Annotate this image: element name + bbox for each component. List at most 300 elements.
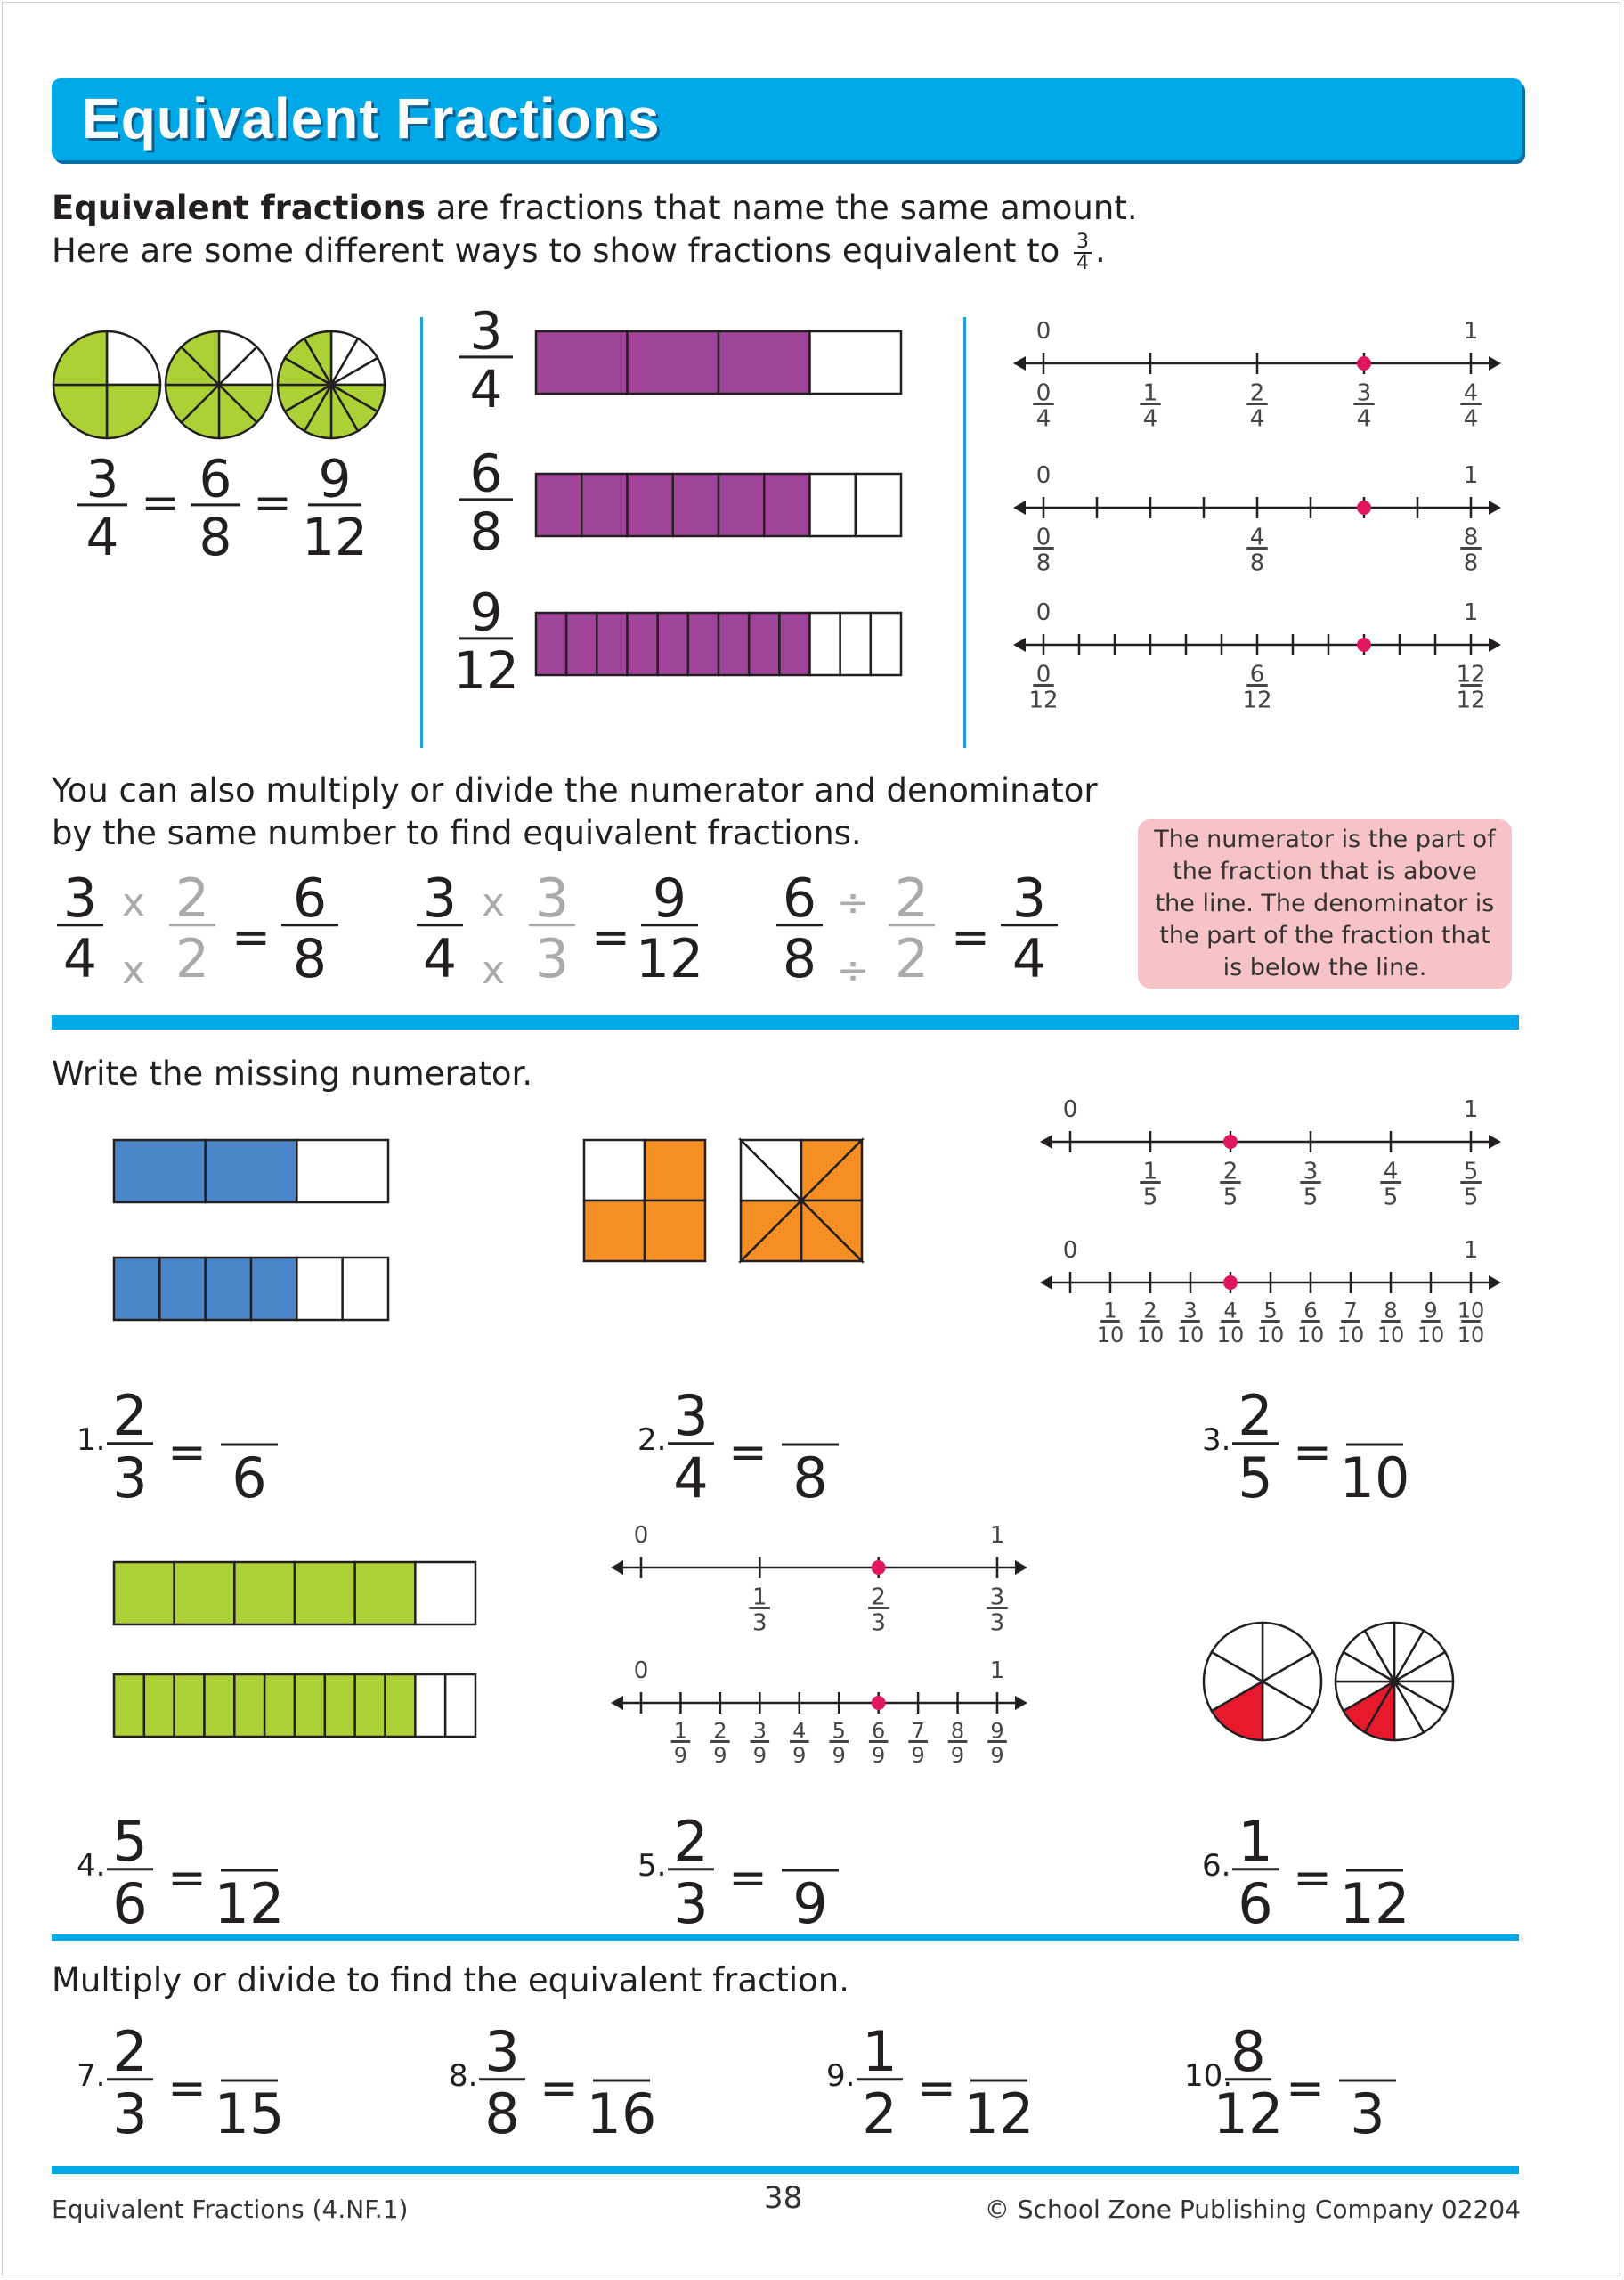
bar-label-fraction: [453, 582, 519, 702]
bar-part: [415, 1562, 475, 1624]
tick-fraction-label: [1137, 1299, 1165, 1348]
result-fraction: [281, 873, 338, 990]
example-number-lines: [1013, 318, 1501, 714]
numerator: 3: [1011, 873, 1047, 931]
label-start: 0: [1062, 1237, 1078, 1264]
denominator: 8: [199, 507, 232, 568]
intro-text: Equivalent fractions are fractions that name the same amount. Here are some different ways to show fractions equivalent to $\frac{3}{4}$ .: [52, 189, 1138, 274]
bar-part: [536, 613, 566, 675]
numerator: 9: [318, 448, 352, 509]
missing-numerator-section: [0, 1087, 1624, 1924]
denominator: 8: [292, 928, 328, 990]
tick-fraction-label: [1028, 661, 1058, 713]
label-start: 0: [633, 1657, 649, 1684]
arrow-left-icon: [611, 1560, 623, 1575]
problem-number: 1.: [77, 1422, 106, 1458]
denominator: 3: [752, 1609, 767, 1637]
numerator-blank: [784, 1386, 837, 1441]
bar-part: [343, 1258, 388, 1320]
numerator: 3: [534, 873, 570, 931]
numerator: 6: [469, 443, 503, 504]
bar-part: [658, 613, 688, 675]
numerator: 2: [1222, 1158, 1238, 1185]
equals-sign: =: [540, 2062, 579, 2115]
numerator: 2: [175, 873, 210, 931]
operation-example: [57, 873, 338, 993]
denominator: 8: [782, 928, 817, 990]
tick-fraction-label: [1140, 379, 1160, 432]
numerator: 5: [1263, 1298, 1278, 1323]
denominator: 12: [453, 640, 519, 702]
denominator: 3: [534, 928, 570, 990]
numerator: 6: [1249, 661, 1265, 688]
denominator: 2: [862, 2080, 897, 2146]
problem-number: 4.: [77, 1848, 106, 1884]
definition-note: [1138, 819, 1512, 989]
bar-part: [355, 1674, 386, 1737]
numerator-blank: [595, 2022, 648, 2077]
result-fraction: [1001, 873, 1058, 990]
problem-9: [826, 2022, 1034, 2146]
result-fraction: [636, 873, 703, 990]
red-circle-sixths: [1204, 1623, 1321, 1740]
numerator: 2: [713, 1718, 727, 1744]
problem-2: [637, 1383, 839, 1510]
equals-sign: =: [1293, 1426, 1332, 1479]
arrow-right-icon: [1489, 638, 1501, 652]
tick-fraction-label: [1246, 524, 1267, 576]
circle-fourths: [53, 331, 160, 438]
numerator: 3: [484, 2022, 520, 2084]
numerator-blank: [223, 1386, 276, 1441]
multiplier-fraction: [889, 873, 935, 990]
denominator: 10: [1417, 1322, 1445, 1348]
bar-part: [719, 613, 749, 675]
note-text: The numerator is the part of the fraction that is above the line. The denominator is the part of the fraction that is below the line.: [1154, 826, 1496, 981]
bar-part: [536, 474, 581, 536]
label-end: 1: [1463, 1096, 1479, 1123]
bar-label-fraction: [459, 303, 513, 419]
label-start: 0: [1035, 599, 1052, 626]
problem-number: 5.: [637, 1848, 667, 1884]
problem-number: 2.: [637, 1422, 667, 1458]
arrow-left-icon: [1013, 356, 1026, 370]
tick-fraction-label: [1460, 1158, 1481, 1210]
section-divider-3: [52, 2166, 1519, 2174]
bar-part: [159, 1258, 205, 1320]
bar-part: [206, 1258, 251, 1320]
label-start: 0: [1062, 1096, 1078, 1123]
divider-left: [420, 317, 423, 748]
blue-bar-sixths: [114, 1258, 388, 1320]
numerator-blank: [1341, 2022, 1394, 2077]
numerator: 2: [1143, 1298, 1157, 1323]
equals-sign: =: [728, 1852, 767, 1905]
numerator: 3: [752, 1718, 767, 1744]
denominator: 5: [1463, 1184, 1479, 1211]
operation-example: [776, 873, 1058, 993]
denominator: 10: [1256, 1322, 1285, 1348]
numerator: 2: [673, 1808, 709, 1874]
given-fraction: [668, 1383, 714, 1510]
tick-fraction-label: [1033, 379, 1053, 432]
numerator: 8: [1384, 1298, 1398, 1323]
fraction-9-12: [302, 449, 368, 568]
section-divider-2: [52, 1934, 1519, 1941]
bar-part: [566, 613, 597, 675]
problem-5: [637, 1809, 839, 1924]
numerator: 4: [1223, 1298, 1238, 1323]
p3-number-line: [1040, 1096, 1501, 1211]
tick-fraction-label: [1297, 1299, 1325, 1348]
bar-part: [810, 474, 856, 536]
operation-examples: [0, 873, 1122, 1006]
green-bar-twelfths: [114, 1674, 475, 1737]
fraction-6-8: [191, 449, 240, 568]
arrow-left-icon: [1040, 1275, 1052, 1290]
problem-10: [1184, 2022, 1396, 2146]
fraction-circles: [53, 331, 385, 438]
denominator: 9: [673, 1742, 688, 1768]
bar-part: [206, 1140, 297, 1202]
square-part: [584, 1140, 645, 1201]
equals-sign: =: [253, 476, 292, 530]
given-fraction: [1232, 1383, 1279, 1510]
problem-4: [77, 1809, 284, 1924]
bar-part: [144, 1674, 175, 1737]
problem-number: 3.: [1202, 1422, 1231, 1458]
denominator: 12: [1213, 2080, 1284, 2146]
denominator: 4: [422, 928, 458, 990]
bar-part: [445, 1674, 475, 1737]
answer-denominator: 16: [586, 2081, 657, 2146]
tick-fraction-label: [790, 1719, 809, 1768]
page-number: 38: [764, 2180, 803, 2216]
tick-fraction-label: [1177, 1299, 1205, 1348]
tick-fraction-label: [1257, 1299, 1285, 1348]
bar-part: [856, 474, 901, 536]
bar-part: [175, 1674, 205, 1737]
intro-line1: are fractions that name the same amount.: [425, 189, 1138, 227]
denominator: 3: [871, 1609, 886, 1637]
numerator: 12: [1456, 661, 1486, 688]
denominator: 9: [713, 1742, 727, 1768]
tick-fraction-label: [1246, 379, 1267, 432]
numerator: 9: [1424, 1298, 1438, 1323]
red-circle-twelfths: [1336, 1623, 1453, 1740]
tick-fraction-label: [1097, 1299, 1125, 1348]
denominator: 8: [469, 501, 503, 563]
denominator: 2: [894, 928, 930, 990]
multiply-divide-problems: [0, 2022, 1624, 2155]
problem-6: [1202, 1809, 1409, 1924]
tick-fraction-label: [1033, 524, 1053, 576]
bar-part: [114, 1674, 144, 1737]
numerator: 2: [894, 873, 930, 931]
operand-fraction: [57, 873, 103, 990]
given-fraction: [1232, 1809, 1279, 1924]
circle-slice: [53, 385, 107, 438]
marked-point: [1357, 356, 1371, 370]
circle-eighths: [166, 331, 272, 438]
operator-sign: x: [121, 948, 146, 993]
tick-fraction-label: [750, 1584, 770, 1636]
top-examples: [0, 303, 1624, 766]
denominator: 10: [1136, 1322, 1165, 1348]
problem-number: 7.: [77, 2058, 106, 2094]
tick-fraction-label: [671, 1719, 691, 1768]
denominator: 4: [1249, 405, 1265, 433]
tick-fraction-label: [1380, 1158, 1401, 1210]
numerator: 1: [673, 1718, 688, 1744]
numerator: 4: [792, 1718, 807, 1744]
operator-sign: x: [481, 880, 506, 925]
bar-part: [628, 474, 673, 536]
bar-part: [673, 474, 719, 536]
denominator: 4: [1011, 928, 1047, 990]
numerator: 6: [782, 873, 817, 931]
square-part: [645, 1140, 705, 1201]
denominator: 8: [484, 2080, 520, 2146]
operator-sign: x: [481, 948, 506, 993]
p3-number-line: [1040, 1237, 1501, 1348]
tick-fraction-label: [1460, 379, 1481, 432]
numerator-blank: [972, 2022, 1026, 2077]
tick-fraction-label: [869, 1719, 889, 1768]
numerator: 4: [1383, 1158, 1399, 1185]
denominator: 10: [1336, 1322, 1365, 1348]
answer-denominator: 9: [792, 1871, 828, 1924]
problem-1: [77, 1383, 278, 1510]
tick-fraction-label: [1456, 661, 1485, 713]
numerator: 1: [1142, 379, 1158, 407]
operand-fraction: [417, 873, 463, 990]
tick-fraction-label: [1417, 1299, 1445, 1348]
operator-sign: ÷: [836, 880, 870, 925]
bar-part: [114, 1562, 175, 1624]
denominator: 9: [990, 1742, 1004, 1768]
bar-label-fraction: [459, 444, 513, 563]
answer-denominator: 8: [792, 1445, 828, 1510]
numerator: 1: [1103, 1298, 1117, 1323]
denominator: 12: [1028, 687, 1059, 714]
numerator: 8: [1463, 524, 1479, 551]
bar-part: [840, 613, 871, 675]
arrow-right-icon: [1015, 1560, 1027, 1575]
label-end: 1: [989, 1522, 1005, 1549]
bar-part: [295, 1674, 325, 1737]
denominator: 12: [1456, 687, 1486, 714]
bar-part: [536, 331, 628, 394]
bar-part: [597, 613, 627, 675]
equals-sign: =: [951, 911, 990, 965]
denominator: 3: [989, 1609, 1005, 1637]
purple-bar-model: [536, 474, 901, 536]
numerator: 5: [832, 1718, 846, 1744]
bar-part: [810, 331, 902, 394]
arrow-right-icon: [1015, 1696, 1027, 1710]
purple-bar-model: [536, 613, 901, 675]
denominator: 8: [1249, 550, 1265, 577]
numerator: 0: [1035, 661, 1052, 688]
tick-fraction-label: [829, 1719, 849, 1768]
numerator: 8: [950, 1718, 965, 1744]
circle-slice: [107, 331, 160, 385]
bar-part: [810, 613, 840, 675]
numerator-blank: [784, 1812, 837, 1867]
bar-part: [234, 1674, 264, 1737]
denominator: 8: [1463, 550, 1479, 577]
denominator: 5: [1383, 1184, 1399, 1211]
problem-3: [1202, 1383, 1409, 1510]
numerator: 2: [112, 1382, 148, 1448]
page-title: Equivalent Fractions: [82, 86, 661, 151]
denominator: 9: [832, 1742, 846, 1768]
numerator: 1: [1142, 1158, 1158, 1185]
denominator: 12: [1242, 687, 1272, 714]
denominator: 4: [1463, 405, 1479, 433]
p5-number-line: [611, 1657, 1027, 1768]
fraction-bars: [453, 303, 901, 701]
denominator: 5: [1303, 1184, 1319, 1211]
numerator: 2: [1249, 379, 1265, 407]
divider-right: [963, 317, 966, 748]
numerator: 6: [1303, 1298, 1318, 1323]
label-end: 1: [989, 1657, 1005, 1684]
bar-part: [688, 613, 719, 675]
equals-sign: =: [231, 911, 271, 965]
answer-denominator: 12: [963, 2081, 1035, 2146]
numerator: 2: [1238, 1382, 1273, 1448]
denominator: 4: [1356, 405, 1372, 433]
given-fraction: [107, 1383, 153, 1510]
denominator: 4: [673, 1445, 709, 1510]
numerator: 1: [862, 2022, 897, 2084]
intro-term: Equivalent fractions: [52, 189, 426, 227]
bar-part: [415, 1674, 445, 1737]
denominator: 6: [1238, 1870, 1273, 1924]
denominator: 12: [635, 928, 704, 990]
bar-part: [295, 1562, 355, 1624]
tick-fraction-label: [908, 1719, 928, 1768]
denominator: 4: [1035, 405, 1052, 433]
bar-part: [779, 613, 809, 675]
denominator: 3: [673, 1870, 709, 1924]
bar-part: [296, 1140, 388, 1202]
bar-part: [749, 613, 779, 675]
bar-part: [719, 331, 810, 394]
bar-part: [264, 1674, 295, 1737]
tick-fraction-label: [1458, 1299, 1485, 1348]
denominator: 4: [1142, 405, 1158, 433]
numerator: 2: [871, 1584, 886, 1611]
equals-sign: =: [1286, 2062, 1325, 2115]
numerator: 3: [989, 1584, 1005, 1611]
numerator: 4: [1249, 524, 1265, 551]
footer-right: © School Zone Publishing Company 02204: [984, 2194, 1521, 2224]
answer-denominator: 12: [1339, 1871, 1410, 1924]
numerator: 2: [112, 2022, 148, 2084]
numerator: 4: [1463, 379, 1479, 407]
numerator-blank: [1348, 1386, 1401, 1441]
numerator: 9: [990, 1718, 1004, 1744]
section-divider-1: [52, 1015, 1519, 1030]
equals-sign: =: [591, 911, 630, 965]
denominator: 10: [1376, 1322, 1405, 1348]
denominator: 9: [872, 1742, 886, 1768]
tick-fraction-label: [751, 1719, 770, 1768]
numerator: 3: [673, 1382, 709, 1448]
arrow-right-icon: [1489, 501, 1501, 515]
tick-fraction-label: [1353, 379, 1374, 432]
numerator: 1: [752, 1584, 767, 1611]
numerator: 3: [1356, 379, 1372, 407]
bar-part: [355, 1562, 416, 1624]
bar-part: [234, 1562, 295, 1624]
numerator: 0: [1035, 524, 1052, 551]
bar-part: [296, 1258, 342, 1320]
numerator: 3: [422, 873, 458, 931]
label-end: 1: [1463, 462, 1479, 489]
denominator: 9: [792, 1742, 807, 1768]
label-start: 0: [633, 1522, 649, 1549]
denominator: 5: [1222, 1184, 1238, 1211]
given-fraction: [857, 2022, 903, 2146]
numerator: 6: [872, 1718, 886, 1744]
problem-7: [77, 2022, 284, 2146]
denominator: 2: [175, 928, 210, 990]
problem-number: 9.: [826, 2058, 856, 2094]
tick-fraction-label: [1300, 1158, 1320, 1210]
label-start: 0: [1035, 462, 1052, 489]
answer-denominator: 3: [1350, 2081, 1385, 2146]
multiplier-fraction: [529, 873, 575, 990]
arrow-right-icon: [1489, 1275, 1501, 1290]
bar-part: [764, 474, 809, 536]
marked-point: [1357, 501, 1371, 515]
denominator: 10: [1457, 1322, 1485, 1348]
tick-fraction-label: [710, 1719, 730, 1768]
numerator: 9: [652, 873, 687, 931]
bar-part: [175, 1562, 235, 1624]
numerator: 6: [292, 873, 328, 931]
denominator: 9: [752, 1742, 767, 1768]
arrow-left-icon: [1013, 501, 1026, 515]
circle-slice: [107, 385, 160, 438]
bar-part: [719, 474, 764, 536]
numerator-blank: [223, 2022, 276, 2077]
bar-part: [114, 1258, 159, 1320]
tick-fraction-label: [987, 1719, 1007, 1768]
bar-part: [628, 613, 658, 675]
numerator: 10: [1457, 1298, 1485, 1323]
multiply-line1: You can also multiply or divide the numerator and denominator: [52, 771, 1098, 810]
given-fraction: [1214, 2022, 1284, 2146]
equals-sign: =: [1293, 1852, 1332, 1905]
numerator: 7: [1344, 1298, 1358, 1323]
marked-point: [1223, 1275, 1238, 1290]
bar-part: [628, 331, 719, 394]
denominator: 4: [469, 359, 503, 420]
bar-part: [251, 1258, 296, 1320]
equals-sign: =: [728, 1426, 767, 1479]
marked-point: [872, 1560, 886, 1575]
answer-denominator: 15: [214, 2081, 285, 2146]
given-fraction: [479, 2022, 525, 2146]
denominator: 5: [1142, 1184, 1158, 1211]
problem-8: [449, 2022, 656, 2146]
answer-denominator: 6: [231, 1445, 267, 1510]
